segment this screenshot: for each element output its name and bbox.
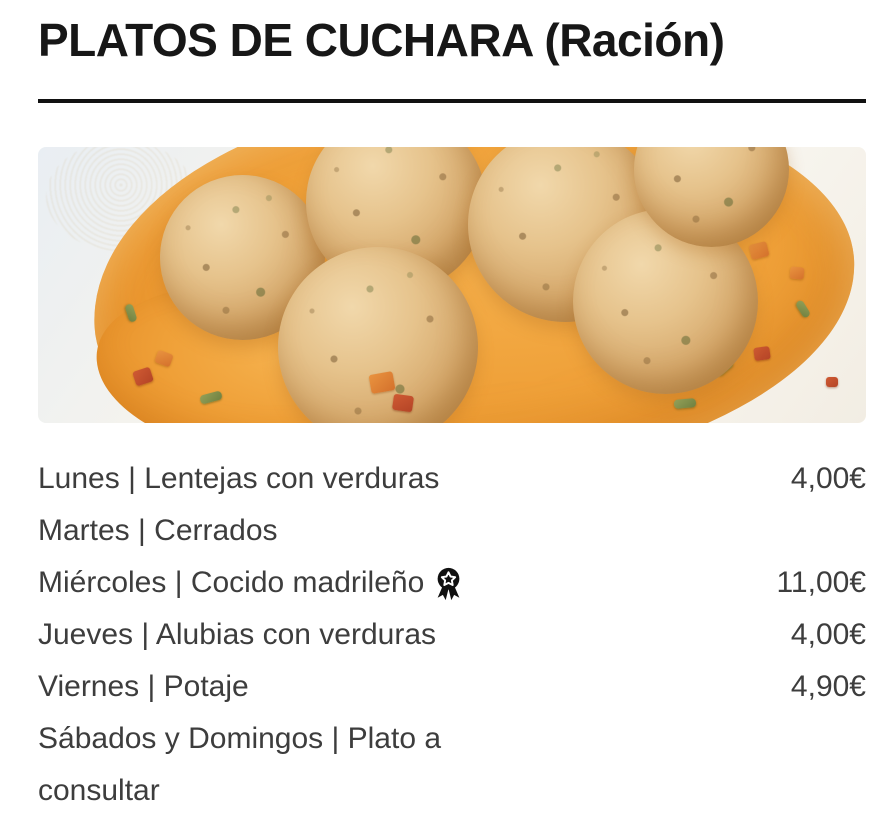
menu-item-label: [38, 505, 278, 557]
menu-item-text: Miércoles | Cocido madrileño: [38, 566, 425, 600]
title-divider: [38, 99, 866, 103]
menu-item-text: Martes | Cerrados: [38, 514, 278, 548]
menu-item-price: 11,00€: [776, 566, 866, 600]
page-title: PLATOS DE CUCHARA (Ración): [38, 14, 725, 66]
tomato-dice: [392, 394, 414, 413]
dish-photo: [38, 147, 866, 423]
carrot-dice: [790, 267, 805, 280]
menu-item-price: 4,00€: [790, 618, 866, 652]
menu-item-price: 4,90€: [790, 670, 866, 704]
menu-item-label: [38, 713, 538, 817]
menu-item-row: [38, 505, 866, 557]
menu-item-row: [38, 557, 866, 609]
menu-item-row: [38, 453, 866, 505]
menu-item-label: [38, 661, 249, 713]
menu-item-text: Sábados y Domingos | Plato a consultar: [38, 722, 442, 808]
menu-item-row: [38, 609, 866, 661]
menu-item-label: [38, 609, 436, 661]
award-medal-icon: [434, 567, 463, 601]
menu-item-label: [38, 557, 463, 609]
menu-list: [38, 453, 866, 817]
menu-item-label: [38, 453, 439, 505]
menu-item-row: [38, 713, 866, 817]
menu-item-text: Jueves | Alubias con verduras: [38, 618, 437, 652]
tomato-dice: [753, 346, 771, 361]
tomato-dice: [826, 377, 838, 387]
menu-item-price: 4,00€: [790, 462, 866, 496]
menu-item-text: Lunes | Lentejas con verduras: [38, 462, 440, 496]
menu-item-text: Viernes | Potaje: [38, 670, 249, 704]
menu-item-row: [38, 661, 866, 713]
